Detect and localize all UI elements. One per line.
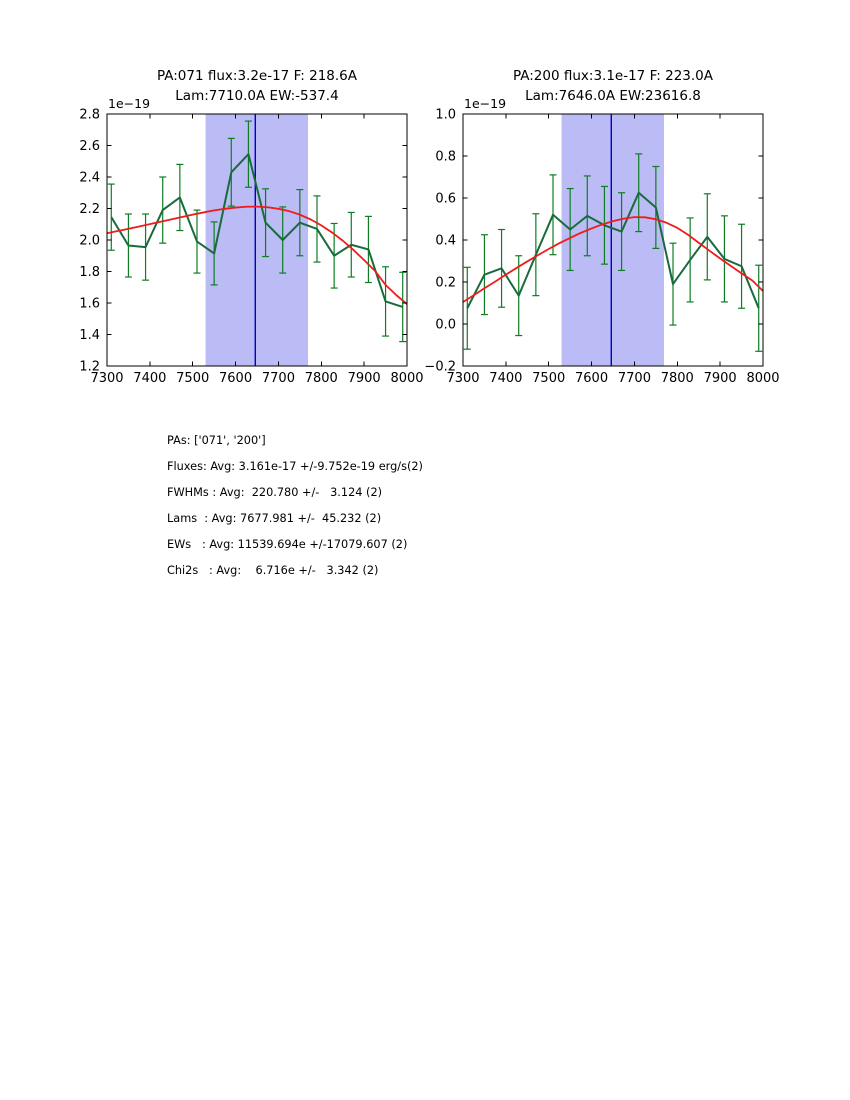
- y-tick-label: −0.2: [424, 359, 456, 375]
- x-tick-label: 7300: [90, 371, 124, 386]
- x-tick-label: 7600: [219, 371, 253, 386]
- y-tick-label: 0.4: [435, 233, 456, 249]
- y-tick-label: 0.0: [435, 317, 456, 333]
- y-tick-label: 1.0: [435, 107, 456, 123]
- x-tick-label: 7700: [617, 371, 651, 386]
- annotation-line-fluxes: Fluxes: Avg: 3.161e-17 +/-9.752e-19 erg/s(2): [167, 460, 423, 473]
- x-tick-label: 7900: [703, 371, 737, 386]
- x-tick-label: 7400: [133, 371, 167, 386]
- stats-annotations: [167, 428, 423, 584]
- y-tick-label: 2.8: [79, 107, 100, 123]
- y-tick-label: 1.6: [79, 296, 100, 312]
- annotation-line-pas: PAs: ['071', '200']: [167, 434, 266, 447]
- y-tick-label: 2.2: [79, 202, 100, 217]
- left-chart-title-line1: PA:071 flux:3.2e-17 F: 218.6A: [156, 68, 358, 84]
- x-tick-label: 7800: [660, 371, 694, 386]
- y-tick-label: 0.6: [435, 191, 456, 207]
- right-chart-title-line2: Lam:7646.0A EW:23616.8: [525, 88, 701, 104]
- annotation-line-fwhms: FWHMs : Avg: 220.780 +/- 3.124 (2): [167, 486, 383, 499]
- y-tick-label: 1.4: [79, 328, 100, 343]
- x-tick-label: 7800: [304, 371, 338, 386]
- x-tick-label: 7900: [347, 371, 381, 386]
- y-tick-label: 0.8: [435, 149, 456, 165]
- highlight-band: [206, 114, 308, 366]
- y-axis-offset-label: 1e−19: [464, 96, 507, 111]
- y-tick-label: 2.4: [79, 170, 100, 186]
- x-tick-label: 7300: [446, 371, 480, 386]
- y-tick-label: 0.2: [435, 275, 456, 291]
- x-tick-label: 7500: [532, 371, 566, 386]
- right-chart-plot: [411, 60, 801, 395]
- annotation-line-chi2s: Chi2s : Avg: 6.716e +/- 3.342 (2): [167, 564, 379, 577]
- right-chart-title-line1: PA:200 flux:3.1e-17 F: 223.0A: [512, 68, 714, 84]
- x-tick-label: 8000: [390, 371, 424, 386]
- x-tick-label: 7600: [575, 371, 609, 386]
- y-tick-label: 1.2: [79, 359, 100, 375]
- y-axis-offset-label: 1e−19: [108, 96, 151, 111]
- y-tick-label: 1.8: [79, 265, 100, 280]
- x-tick-label: 8000: [746, 371, 780, 386]
- y-tick-label: 2.6: [79, 139, 100, 154]
- x-tick-label: 7700: [261, 371, 295, 386]
- y-tick-label: 2.0: [79, 233, 100, 249]
- highlight-band: [562, 114, 664, 366]
- left-chart-plot: [55, 60, 445, 395]
- annotation-line-lams: Lams : Avg: 7677.981 +/- 45.232 (2): [167, 512, 382, 525]
- x-tick-label: 7400: [489, 371, 523, 386]
- annotation-line-ews: EWs : Avg: 11539.694e +/-17079.607 (2): [167, 538, 408, 551]
- left-chart-title-line2: Lam:7710.0A EW:-537.4: [175, 88, 339, 104]
- x-tick-label: 7500: [176, 371, 210, 386]
